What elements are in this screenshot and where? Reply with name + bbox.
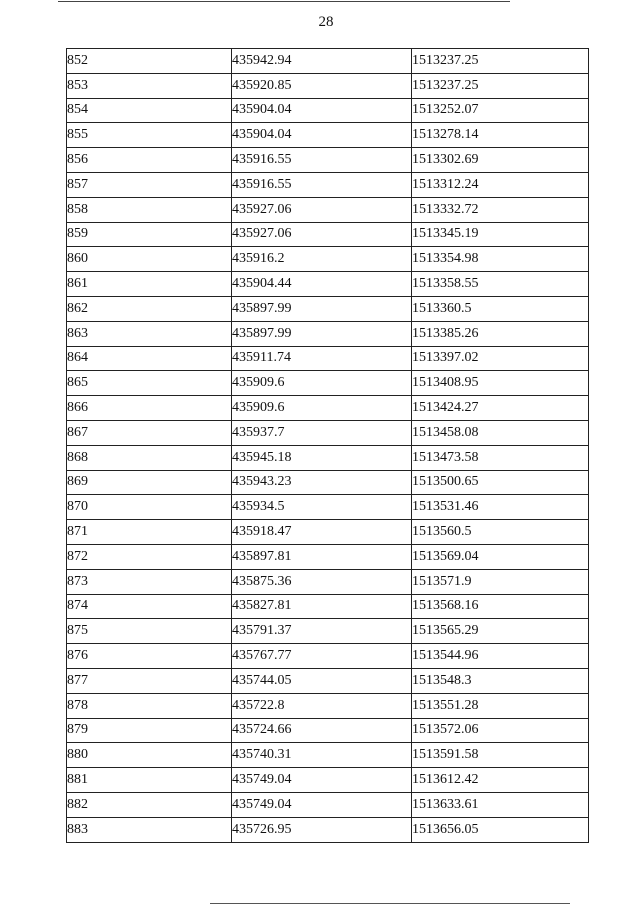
y-coordinate-cell: 1513544.96 bbox=[412, 644, 589, 669]
table-row bbox=[67, 172, 589, 197]
x-coordinate-cell: 435749.04 bbox=[232, 792, 412, 817]
y-coordinate-cell: 1513358.55 bbox=[412, 272, 589, 297]
table-row bbox=[67, 98, 589, 123]
x-coordinate-cell: 435904.44 bbox=[232, 272, 412, 297]
x-coordinate-cell: 435937.7 bbox=[232, 420, 412, 445]
y-coordinate-cell: 1513560.5 bbox=[412, 520, 589, 545]
x-coordinate-cell: 435918.47 bbox=[232, 520, 412, 545]
x-coordinate-cell: 435897.81 bbox=[232, 544, 412, 569]
y-coordinate-cell: 1513568.16 bbox=[412, 594, 589, 619]
y-coordinate-cell: 1513408.95 bbox=[412, 371, 589, 396]
table-row bbox=[67, 49, 589, 74]
table-row bbox=[67, 272, 589, 297]
x-coordinate-cell: 435904.04 bbox=[232, 98, 412, 123]
y-coordinate-cell: 1513500.65 bbox=[412, 470, 589, 495]
x-coordinate-cell: 435767.77 bbox=[232, 644, 412, 669]
table-row bbox=[67, 668, 589, 693]
x-coordinate-cell: 435911.74 bbox=[232, 346, 412, 371]
x-coordinate-cell: 435927.06 bbox=[232, 197, 412, 222]
y-coordinate-cell: 1513569.04 bbox=[412, 544, 589, 569]
x-coordinate-cell: 435726.95 bbox=[232, 817, 412, 842]
y-coordinate-cell: 1513354.98 bbox=[412, 247, 589, 272]
table-row bbox=[67, 296, 589, 321]
y-coordinate-cell: 1513548.3 bbox=[412, 668, 589, 693]
table-row bbox=[67, 619, 589, 644]
point-number-cell: 859 bbox=[67, 222, 232, 247]
coordinates-table-body bbox=[67, 49, 589, 843]
y-coordinate-cell: 1513397.02 bbox=[412, 346, 589, 371]
table-row bbox=[67, 420, 589, 445]
x-coordinate-cell: 435897.99 bbox=[232, 296, 412, 321]
point-number-cell: 876 bbox=[67, 644, 232, 669]
x-coordinate-cell: 435909.6 bbox=[232, 371, 412, 396]
table-row bbox=[67, 396, 589, 421]
point-number-cell: 858 bbox=[67, 197, 232, 222]
point-number-cell: 872 bbox=[67, 544, 232, 569]
y-coordinate-cell: 1513612.42 bbox=[412, 768, 589, 793]
table-row bbox=[67, 594, 589, 619]
top-rule bbox=[58, 1, 510, 2]
point-number-cell: 867 bbox=[67, 420, 232, 445]
point-number-cell: 865 bbox=[67, 371, 232, 396]
x-coordinate-cell: 435791.37 bbox=[232, 619, 412, 644]
point-number-cell: 874 bbox=[67, 594, 232, 619]
table-row bbox=[67, 321, 589, 346]
point-number-cell: 880 bbox=[67, 743, 232, 768]
bottom-rule bbox=[210, 903, 570, 904]
y-coordinate-cell: 1513278.14 bbox=[412, 123, 589, 148]
y-coordinate-cell: 1513424.27 bbox=[412, 396, 589, 421]
x-coordinate-cell: 435920.85 bbox=[232, 73, 412, 98]
point-number-cell: 861 bbox=[67, 272, 232, 297]
table-row bbox=[67, 495, 589, 520]
point-number-cell: 873 bbox=[67, 569, 232, 594]
y-coordinate-cell: 1513385.26 bbox=[412, 321, 589, 346]
table-row bbox=[67, 73, 589, 98]
point-number-cell: 856 bbox=[67, 148, 232, 173]
coordinates-table bbox=[66, 48, 589, 843]
table-row bbox=[67, 470, 589, 495]
point-number-cell: 871 bbox=[67, 520, 232, 545]
point-number-cell: 883 bbox=[67, 817, 232, 842]
table-row bbox=[67, 768, 589, 793]
table-row bbox=[67, 247, 589, 272]
point-number-cell: 862 bbox=[67, 296, 232, 321]
x-coordinate-cell: 435909.6 bbox=[232, 396, 412, 421]
table-row bbox=[67, 817, 589, 842]
point-number-cell: 855 bbox=[67, 123, 232, 148]
table-row bbox=[67, 743, 589, 768]
table-row bbox=[67, 544, 589, 569]
point-number-cell: 882 bbox=[67, 792, 232, 817]
x-coordinate-cell: 435945.18 bbox=[232, 445, 412, 470]
x-coordinate-cell: 435927.06 bbox=[232, 222, 412, 247]
y-coordinate-cell: 1513656.05 bbox=[412, 817, 589, 842]
point-number-cell: 881 bbox=[67, 768, 232, 793]
y-coordinate-cell: 1513252.07 bbox=[412, 98, 589, 123]
y-coordinate-cell: 1513332.72 bbox=[412, 197, 589, 222]
point-number-cell: 879 bbox=[67, 718, 232, 743]
table-row bbox=[67, 197, 589, 222]
x-coordinate-cell: 435875.36 bbox=[232, 569, 412, 594]
y-coordinate-cell: 1513302.69 bbox=[412, 148, 589, 173]
y-coordinate-cell: 1513633.61 bbox=[412, 792, 589, 817]
y-coordinate-cell: 1513237.25 bbox=[412, 73, 589, 98]
x-coordinate-cell: 435942.94 bbox=[232, 49, 412, 74]
x-coordinate-cell: 435724.66 bbox=[232, 718, 412, 743]
x-coordinate-cell: 435744.05 bbox=[232, 668, 412, 693]
x-coordinate-cell: 435722.8 bbox=[232, 693, 412, 718]
point-number-cell: 852 bbox=[67, 49, 232, 74]
point-number-cell: 869 bbox=[67, 470, 232, 495]
x-coordinate-cell: 435827.81 bbox=[232, 594, 412, 619]
point-number-cell: 866 bbox=[67, 396, 232, 421]
table-row bbox=[67, 569, 589, 594]
y-coordinate-cell: 1513531.46 bbox=[412, 495, 589, 520]
y-coordinate-cell: 1513237.25 bbox=[412, 49, 589, 74]
x-coordinate-cell: 435740.31 bbox=[232, 743, 412, 768]
y-coordinate-cell: 1513312.24 bbox=[412, 172, 589, 197]
point-number-cell: 863 bbox=[67, 321, 232, 346]
y-coordinate-cell: 1513591.58 bbox=[412, 743, 589, 768]
y-coordinate-cell: 1513572.06 bbox=[412, 718, 589, 743]
table-row bbox=[67, 148, 589, 173]
table-row bbox=[67, 346, 589, 371]
x-coordinate-cell: 435897.99 bbox=[232, 321, 412, 346]
table-row bbox=[67, 445, 589, 470]
table-row bbox=[67, 222, 589, 247]
point-number-cell: 878 bbox=[67, 693, 232, 718]
point-number-cell: 868 bbox=[67, 445, 232, 470]
y-coordinate-cell: 1513571.9 bbox=[412, 569, 589, 594]
y-coordinate-cell: 1513565.29 bbox=[412, 619, 589, 644]
x-coordinate-cell: 435916.55 bbox=[232, 172, 412, 197]
page-number: 28 bbox=[318, 14, 334, 30]
point-number-cell: 877 bbox=[67, 668, 232, 693]
point-number-cell: 853 bbox=[67, 73, 232, 98]
x-coordinate-cell: 435749.04 bbox=[232, 768, 412, 793]
y-coordinate-cell: 1513345.19 bbox=[412, 222, 589, 247]
x-coordinate-cell: 435904.04 bbox=[232, 123, 412, 148]
point-number-cell: 857 bbox=[67, 172, 232, 197]
table-row bbox=[67, 123, 589, 148]
table-row bbox=[67, 693, 589, 718]
point-number-cell: 864 bbox=[67, 346, 232, 371]
table-row bbox=[67, 718, 589, 743]
x-coordinate-cell: 435943.23 bbox=[232, 470, 412, 495]
x-coordinate-cell: 435934.5 bbox=[232, 495, 412, 520]
y-coordinate-cell: 1513473.58 bbox=[412, 445, 589, 470]
point-number-cell: 875 bbox=[67, 619, 232, 644]
y-coordinate-cell: 1513551.28 bbox=[412, 693, 589, 718]
point-number-cell: 870 bbox=[67, 495, 232, 520]
table-row bbox=[67, 371, 589, 396]
point-number-cell: 854 bbox=[67, 98, 232, 123]
table-row bbox=[67, 520, 589, 545]
y-coordinate-cell: 1513360.5 bbox=[412, 296, 589, 321]
x-coordinate-cell: 435916.2 bbox=[232, 247, 412, 272]
y-coordinate-cell: 1513458.08 bbox=[412, 420, 589, 445]
table-row bbox=[67, 644, 589, 669]
x-coordinate-cell: 435916.55 bbox=[232, 148, 412, 173]
table-row bbox=[67, 792, 589, 817]
point-number-cell: 860 bbox=[67, 247, 232, 272]
